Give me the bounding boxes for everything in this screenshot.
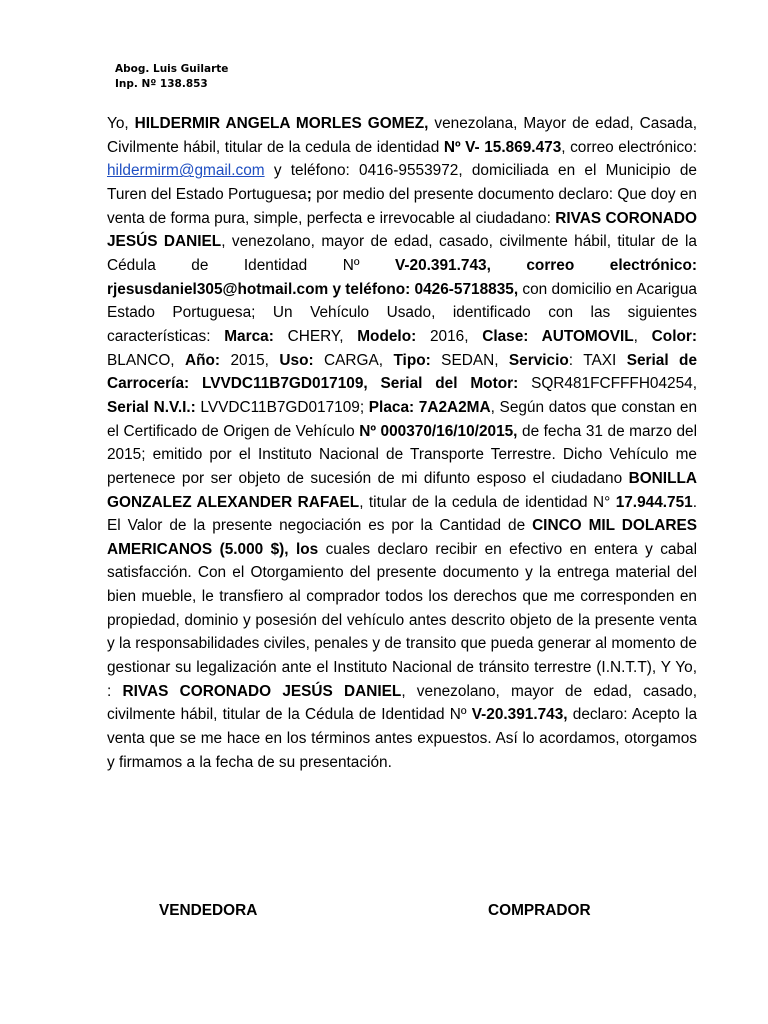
vehicle-year-label: Año: xyxy=(184,351,221,369)
text-segment: venezolana, Mayor de edad, Casada, Civilmente hábil, titular de la cedula de identidad xyxy=(107,115,697,156)
text-segment: declaro: Acepto la venta que se me hace en los términos antes expuestos. Así lo acordamos, otorgamos y firmamos a la fecha de su presentación. xyxy=(107,706,697,771)
vehicle-model-label: Modelo: xyxy=(357,327,417,345)
buyer-name-acceptance: RIVAS CORONADO JESÚS DANIEL xyxy=(122,682,402,700)
vehicle-class: Clase: AUTOMOVIL xyxy=(482,327,634,345)
buyer-id-acceptance: V-20.391.743, xyxy=(471,706,568,724)
vehicle-plate: Placa: 7A2A2MA xyxy=(368,398,491,416)
text-segment: , xyxy=(633,327,652,345)
buyer-signature-label: COMPRADOR xyxy=(488,902,591,919)
text-segment: , Según datos que constan en el Certificado de Origen de Vehículo xyxy=(107,398,698,440)
text-segment: cuales declaro recibir en efectivo en entera y cabal satisfacción. Con el Otorgamiento del presente documento y la entrega material del bien mueble, le transfiero al comprador todos los derechos que me corresponden en propiedad, dominio y posesión del vehículo antes descrito objeto de la presente venta y la responsabilidades civiles, penales y de transito que pueda generar al momento de gestionar su legalización ante el Instituto Nacional de tránsito terrestre (I.N.T.T), Y Yo, : xyxy=(107,540,697,700)
vehicle-color-value: BLANCO, xyxy=(107,351,185,369)
text-segment: Yo, xyxy=(107,115,135,132)
vehicle-motor-serial: SQR481FCFFFH04254, xyxy=(518,375,698,393)
vehicle-nvi-value: LVVDC11B7GD017109; xyxy=(195,398,369,416)
vehicle-model-value: 2016, xyxy=(416,327,483,345)
buyer-id-contact: V-20.391.743, correo electrónico: rjesusdaniel305@hotmail.com y teléfono: 0426-5718835, xyxy=(107,256,697,298)
sale-price: CINCO MIL DOLARES AMERICANOS (5.000 $), los xyxy=(107,517,697,558)
vehicle-use-value: CARGA, xyxy=(313,351,394,369)
deceased-name: BONILLA GONZALEZ ALEXANDER RAFAEL xyxy=(107,469,697,511)
vehicle-brand-value: CHERY, xyxy=(273,327,358,345)
text-segment: , correo electrónico: xyxy=(561,138,697,156)
attorney-name: Abog. Luis Guilarte xyxy=(115,63,229,75)
text-segment: de fecha 31 de marzo del 2015; emitido por el Instituto Nacional de Transporte Terrestre. Dicho Vehículo me pertenece por ser objeto de sucesión de mi difunto esposo el ciudadano xyxy=(107,422,697,487)
vehicle-nvi-label: Serial N.V.I.: xyxy=(107,398,196,416)
seller-name: HILDERMIR ANGELA MORLES GOMEZ, xyxy=(134,115,429,132)
text-segment: y teléfono: 0416-9553972, domiciliada en el Municipio de Turen del Estado Portuguesa xyxy=(107,162,697,203)
seller-email-link[interactable]: hildermirm@gmail.com xyxy=(107,162,265,180)
text-segment: , venezolano, mayor de edad, casado, civilmente hábil, titular de la Cédula de Identidad Nº xyxy=(107,233,697,274)
seller-signature-label: VENDEDORA xyxy=(159,902,258,919)
certificate-number: Nº 000370/16/10/2015, xyxy=(359,422,518,440)
vehicle-year-value: 2015, xyxy=(220,351,280,369)
text-segment: , venezolano, mayor de edad, casado, civilmente hábil, titular de la Cédula de Identidad Nº xyxy=(107,682,697,724)
vehicle-serials: Serial de Carrocería: LVVDC11B7GD017109, Serial del Motor: xyxy=(107,351,698,393)
vehicle-service-value: : TAXI xyxy=(568,351,627,369)
text-segment: . El Valor de la presente negociación es por la Cantidad de xyxy=(107,493,697,535)
buyer-name: RIVAS CORONADO JESÚS DANIEL xyxy=(107,209,697,251)
text-segment: por medio del presente documento declaro: Que doy en venta de forma pura, simple, perfecta e irrevocable al ciudadano: xyxy=(107,185,697,227)
attorney-inp: Inp. Nº 138.853 xyxy=(115,78,208,90)
vehicle-type-label: Tipo: xyxy=(393,351,431,369)
vehicle-service-label: Servicio xyxy=(508,351,569,369)
deceased-id: 17.944.751 xyxy=(615,493,693,511)
vehicle-brand-label: Marca: xyxy=(224,327,274,345)
vehicle-color-label: Color: xyxy=(651,327,697,345)
text-segment: ; xyxy=(306,185,312,203)
text-segment: , titular de la cedula de identidad N° xyxy=(359,493,616,511)
vehicle-use-label: Uso: xyxy=(279,351,314,369)
seller-id: Nº V- 15.869.473 xyxy=(443,138,562,156)
vehicle-type-value: SEDAN, xyxy=(430,351,509,369)
attorney-header xyxy=(115,62,228,92)
sale-declaration-text xyxy=(107,112,697,774)
text-segment: con domicilio en Acarigua Estado Portuguesa; Un Vehículo Usado, identificado con las siguientes características: xyxy=(107,280,697,345)
